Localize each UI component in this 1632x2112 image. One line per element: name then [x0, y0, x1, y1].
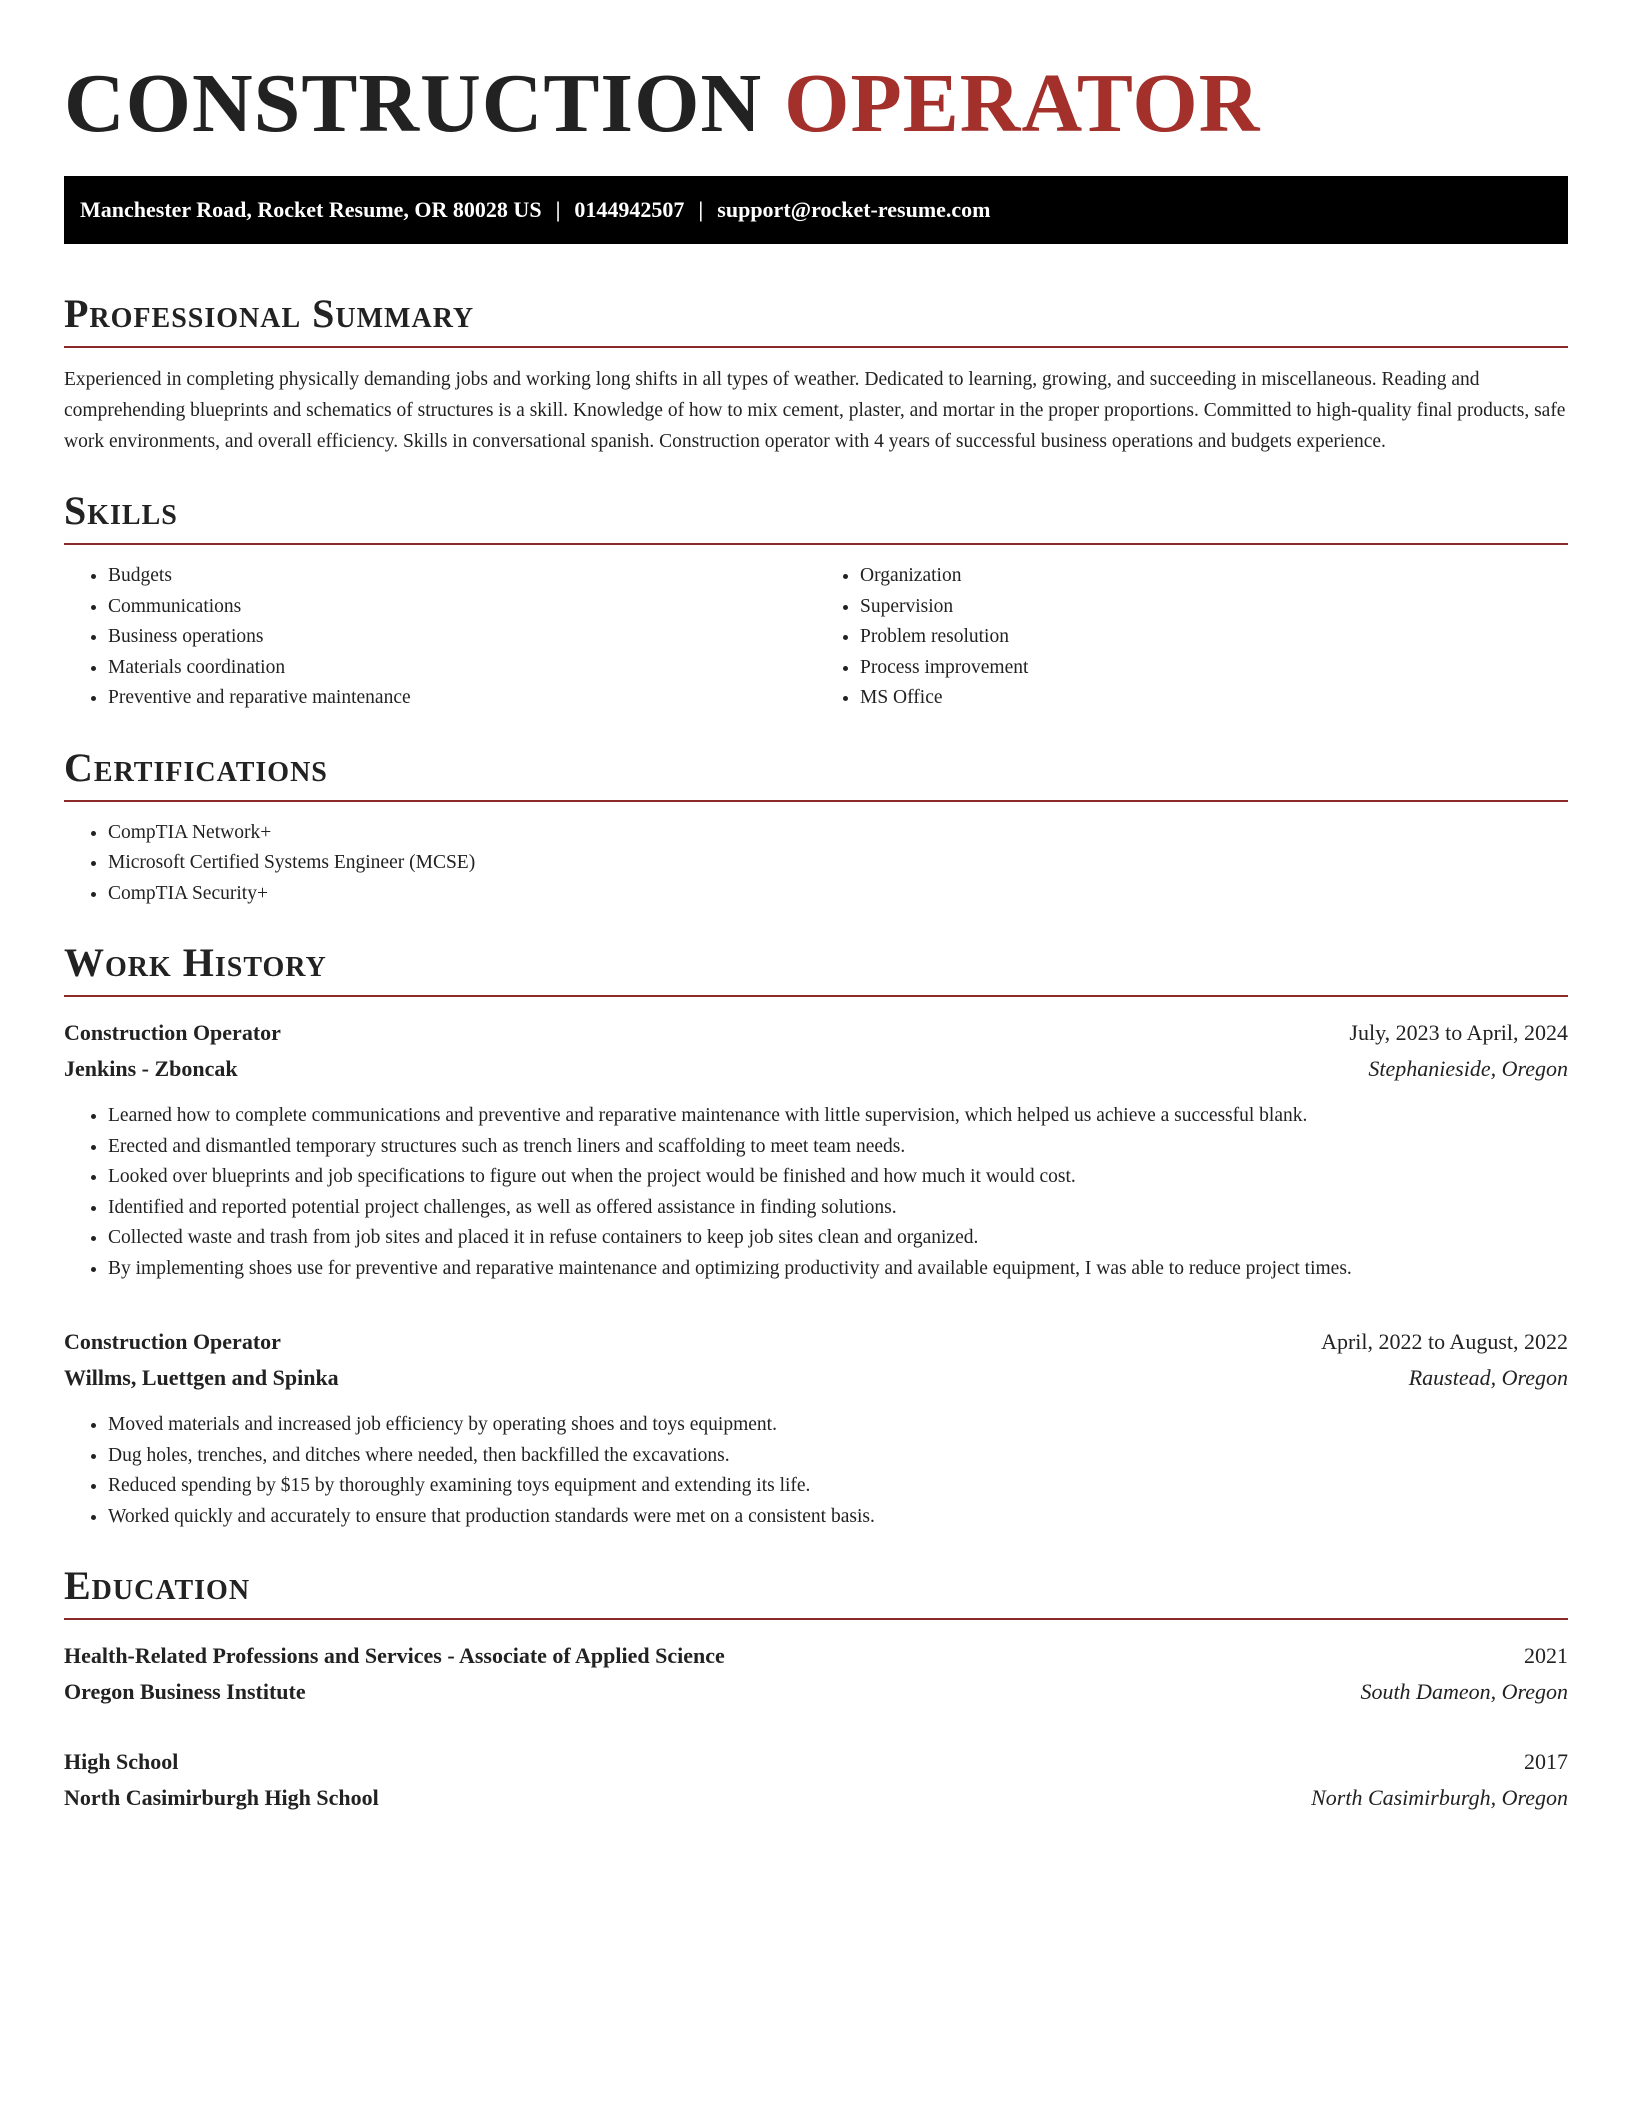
education-header-row: [64, 1638, 1568, 1674]
skills-columns: [64, 561, 1568, 714]
education-year: 2017: [1524, 1749, 1568, 1774]
skill-item: • Communications: [108, 592, 816, 623]
job-bullet: • By implementing shoes use for preventive and reparative maintenance and optimizing productivity and available equipment, I was able to reduce project times.: [108, 1254, 1568, 1285]
job-company: Willms, Luettgen and Spinka: [64, 1365, 339, 1390]
job-header-row: [64, 1015, 1568, 1051]
certifications-section: [64, 740, 1568, 910]
section-divider: [64, 1618, 1568, 1620]
education-header-row: [64, 1744, 1568, 1780]
contact-bar: [64, 176, 1568, 244]
section-divider: [64, 346, 1568, 348]
contact-separator: |: [698, 197, 704, 222]
job-company-row: [64, 1051, 1568, 1087]
section-title-education: Education: [64, 1563, 251, 1608]
job-location: Stephanieside, Oregon: [1368, 1056, 1568, 1081]
job-bullet: • Looked over blueprints and job specifications to figure out when the project would be finished and how much it would cost.: [108, 1162, 1568, 1193]
section-title-skills: Skills: [64, 488, 178, 533]
education-degree: Health-Related Professions and Services - Associate of Applied Science: [64, 1643, 725, 1668]
job-bullet: • Dug holes, trenches, and ditches where needed, then backfilled the excavations.: [108, 1441, 1568, 1472]
education-degree: High School: [64, 1749, 179, 1774]
job-entry: [64, 1015, 1568, 1284]
job-title: Construction Operator: [64, 1020, 281, 1045]
section-divider: [64, 800, 1568, 802]
job-location: Raustead, Oregon: [1408, 1365, 1568, 1390]
skill-item: • Preventive and reparative maintenance: [108, 683, 816, 714]
skill-item: • Supervision: [860, 592, 1568, 623]
contact-separator: |: [555, 197, 561, 222]
job-bullet: • Identified and reported potential project challenges, as well as offered assistance in finding solutions.: [108, 1193, 1568, 1224]
skills-section: [64, 483, 1568, 714]
education-school-row: [64, 1780, 1568, 1816]
job-bullet: • Learned how to complete communications and preventive and reparative maintenance with little supervision, which helped us achieve a successful blank.: [108, 1101, 1568, 1132]
job-title: Construction Operator: [64, 1329, 281, 1354]
skills-list-left: [64, 561, 816, 714]
skill-item: • Budgets: [108, 561, 816, 592]
certification-item: • CompTIA Network+: [108, 818, 1568, 849]
contact-address: Manchester Road, Rocket Resume, OR 80028 US: [80, 197, 542, 222]
contact-phone: 0144942507: [574, 197, 685, 222]
job-company-row: [64, 1360, 1568, 1396]
education-entry: [64, 1744, 1568, 1816]
job-bullet: • Erected and dismantled temporary structures such as trench liners and scaffolding to meet team needs.: [108, 1132, 1568, 1163]
certification-item: • Microsoft Certified Systems Engineer (MCSE): [108, 848, 1568, 879]
job-bullet: • Worked quickly and accurately to ensure that production standards were met on a consistent basis.: [108, 1502, 1568, 1533]
section-title-summary: Professional Summary: [64, 291, 475, 336]
section-divider: [64, 543, 1568, 545]
education-location: North Casimirburgh, Oregon: [1311, 1785, 1568, 1810]
job-header-row: [64, 1324, 1568, 1360]
job-bullets: [64, 1101, 1568, 1284]
education-school: Oregon Business Institute: [64, 1679, 306, 1704]
section-title-certifications: Certifications: [64, 744, 328, 790]
education-school-row: [64, 1674, 1568, 1710]
summary-section: [64, 286, 1568, 457]
skill-item: • MS Office: [860, 683, 1568, 714]
skill-item: • Process improvement: [860, 653, 1568, 684]
last-name: OPERATOR: [784, 57, 1261, 150]
education-year: 2021: [1524, 1643, 1568, 1668]
job-dates: July, 2023 to April, 2024: [1349, 1020, 1568, 1045]
resume-page: [64, 0, 1568, 1816]
certification-item: • CompTIA Security+: [108, 879, 1568, 910]
education-school: North Casimirburgh High School: [64, 1785, 379, 1810]
job-company: Jenkins - Zboncak: [64, 1056, 238, 1081]
job-bullet: • Reduced spending by $15 by thoroughly examining toys equipment and extending its life.: [108, 1471, 1568, 1502]
job-bullet: • Collected waste and trash from job sites and placed it in refuse containers to keep job sites clean and organized.: [108, 1223, 1568, 1254]
job-bullets: [64, 1410, 1568, 1532]
job-bullet: • Moved materials and increased job efficiency by operating shoes and toys equipment.: [108, 1410, 1568, 1441]
work-history-section: [64, 935, 1568, 1532]
section-divider: [64, 995, 1568, 997]
skill-item: • Organization: [860, 561, 1568, 592]
job-dates: April, 2022 to August, 2022: [1321, 1329, 1568, 1354]
contact-email: support@rocket-resume.com: [717, 197, 991, 222]
education-entry: [64, 1638, 1568, 1710]
resume-name: [64, 0, 1568, 152]
job-entry: [64, 1324, 1568, 1532]
section-title-work-history: Work History: [64, 940, 327, 985]
certifications-list: [64, 818, 1568, 910]
skills-list-right: [816, 561, 1568, 714]
skill-item: • Materials coordination: [108, 653, 816, 684]
education-section: [64, 1558, 1568, 1816]
skill-item: • Business operations: [108, 622, 816, 653]
summary-text: Experienced in completing physically demanding jobs and working long shifts in all types of weather. Dedicated to learning, growing, and succeeding in miscellaneous. Reading and comprehending blueprints and schematics of structures is a skill. Knowledge of how to mix cement, plaster, and mortar in the proper proportions. Committed to high-quality final products, safe work environments, and overall efficiency. Skills in conversational spanish. Construction operator with 4 years of successful business operations and budgets experience.: [64, 369, 1566, 452]
skill-item: • Problem resolution: [860, 622, 1568, 653]
first-name: CONSTRUCTION: [64, 57, 763, 150]
education-location: South Dameon, Oregon: [1360, 1679, 1568, 1704]
